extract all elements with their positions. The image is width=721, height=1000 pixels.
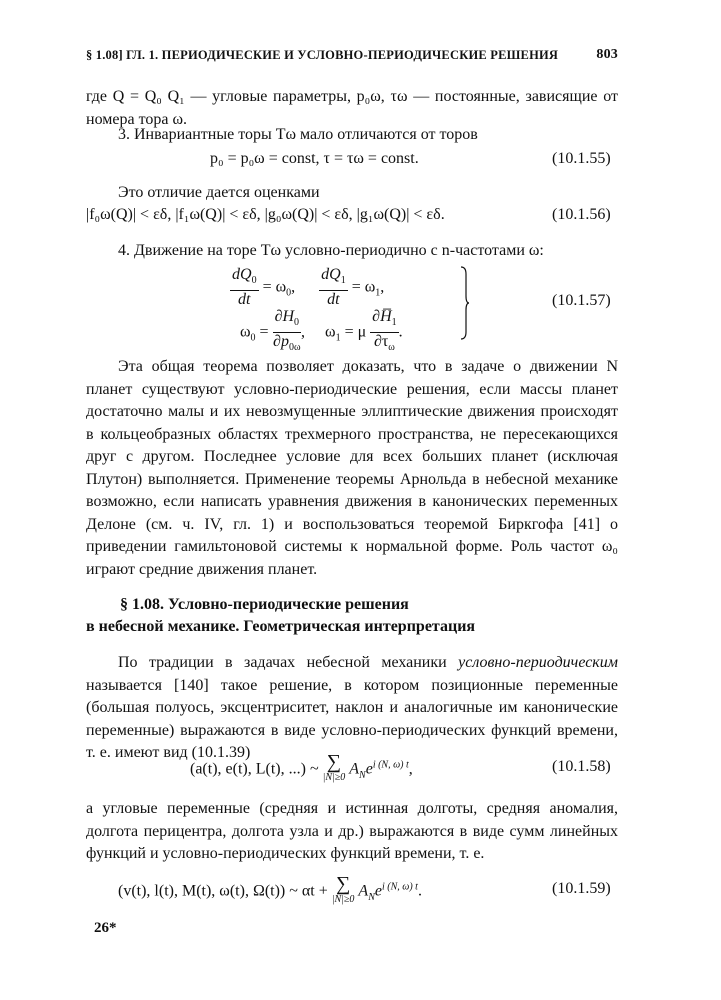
paragraph-invariant-tori: 3. Инвариантные торы Tω мало отличаются от торов: [118, 126, 478, 143]
eq59-lhs: (v(t), l(t), M(t), ω(t), Ω(t)) ~ αt +: [118, 882, 328, 900]
equation-number-10-1-56: (10.1.56): [552, 206, 611, 223]
eq58-exponent: i (N, ω) t: [372, 759, 409, 771]
paragraph-angular-params: где Q = Q₀ Q₁ — угловые параметры, p₀ω, τω — постоянные, зависящие от номера тора ω.: [86, 88, 618, 128]
equation-number-10-1-55: (10.1.55): [552, 150, 611, 167]
equation-number-10-1-59: (10.1.59): [552, 880, 611, 897]
sum-operator: ∑ |N|≥0: [323, 754, 346, 786]
equation-10-1-58: (a(t), e(t), L(t), ...) ~ ∑ |N|≥0 $A_Ne^{i (N, \omega) t}$,: [190, 754, 413, 786]
tradition-text-b: называется [140] такое решение, в котором позиционные переменные (большая полуось, эксцентриситет, наклон и аналогичные им канонические переменные) выражаются в виде условно-периодических функций времени, т. е. имеют вид (10.1.39): [86, 676, 618, 761]
eq59-exponent: i (N, ω) t: [381, 881, 418, 893]
sum-operator: ∑ |N|≥0: [332, 876, 355, 908]
paragraph-tradition: [86, 652, 618, 765]
section-heading-line2: в небесной механике. Геометрическая интерпретация: [86, 618, 476, 635]
paragraph-general-theorem: Эта общая теорема позволяет доказать, что в задаче о движении N планет существуют условно-периодические решения, если массы планет достаточно малы и их невозмущенные эллиптические движения происходят в кольцеобразных областях трехмерного пространства, не пересекающихся друг с другом. Последнее условие для всех больших планет (исключая Плутон) выполняется. Применение теоремы Арнольда в небесной механике возможно, если написать уравнения движения в канонических переменных Делоне (см. ч. IV, гл. 1) и воспользоваться теоремой Биркгофа [41] о приведении гамильтоновой системы к нормальной форме. Роль частот ω₀ играют средние движения планет.: [86, 358, 618, 578]
right-brace-icon: [460, 266, 470, 340]
paragraph-motion-on-torus: 4. Движение на торе Tω условно-периодично с n-частотами ω:: [118, 242, 544, 259]
equation-10-1-57-row1: $\frac{dQ_0}{dt}$ = $\omega_0$, $\frac{dQ_1}{dt}$ = $\omega_1$,: [232, 266, 385, 309]
sum-limit: |N|≥0: [331, 894, 355, 905]
running-head-title: § 1.08] ГЛ. 1. ПЕРИОДИЧЕСКИЕ И УСЛОВНО-ПЕРИОДИЧЕСКИЕ РЕШЕНИЯ: [86, 48, 559, 62]
tradition-text-a: По традиции в задачах небесной механики: [118, 654, 459, 671]
page-number: 803: [596, 47, 618, 62]
paragraph-estimates: Это отличие дается оценками: [118, 184, 320, 201]
equation-10-1-59: (v(t), l(t), M(t), ω(t), Ω(t)) ~ αt + ∑ |N|≥0 $A_Ne^{i (N, \omega) t}$.: [118, 876, 422, 908]
eq58-rhs: A: [349, 760, 360, 778]
sum-limit: |N|≥0: [322, 772, 346, 783]
paragraph-angular-variables: а угловые переменные (средняя и истинная долготы, средняя аномалия, долгота перицентра, долгота узла и др.) выражаются в виде сумм линейных функций и условно-периодических функций времени, т. е.: [86, 800, 618, 862]
running-head: [86, 48, 618, 63]
equation-10-1-56: |f₀ω(Q)| < εδ, |f₁ω(Q)| < εδ, |g₀ω(Q)| < εδ, |g₁ω(Q)| < εδ.: [86, 206, 445, 223]
eq59-rhs: A: [358, 882, 369, 900]
signature-mark: 26*: [94, 920, 117, 936]
equation-number-10-1-57: (10.1.57): [552, 292, 611, 309]
equation-number-10-1-58: (10.1.58): [552, 758, 611, 775]
tradition-emphasis: условно-периодическим: [458, 654, 618, 671]
section-heading-line1: § 1.08. Условно-периодические решения: [120, 596, 409, 613]
eq58-lhs: (a(t), e(t), L(t), ...) ~: [190, 760, 319, 778]
equation-10-1-55: p₀ = p₀ω = const, τ = τω = const.: [210, 150, 419, 167]
equation-10-1-57-row2: $\omega_0$ = $\frac{\partial H_0}{\partial p_{0\omega}}$ , $\omega_1 = \mu$ $\frac{\partial H̅_1}{\partial\tau_\omega}$ .: [240, 308, 403, 354]
